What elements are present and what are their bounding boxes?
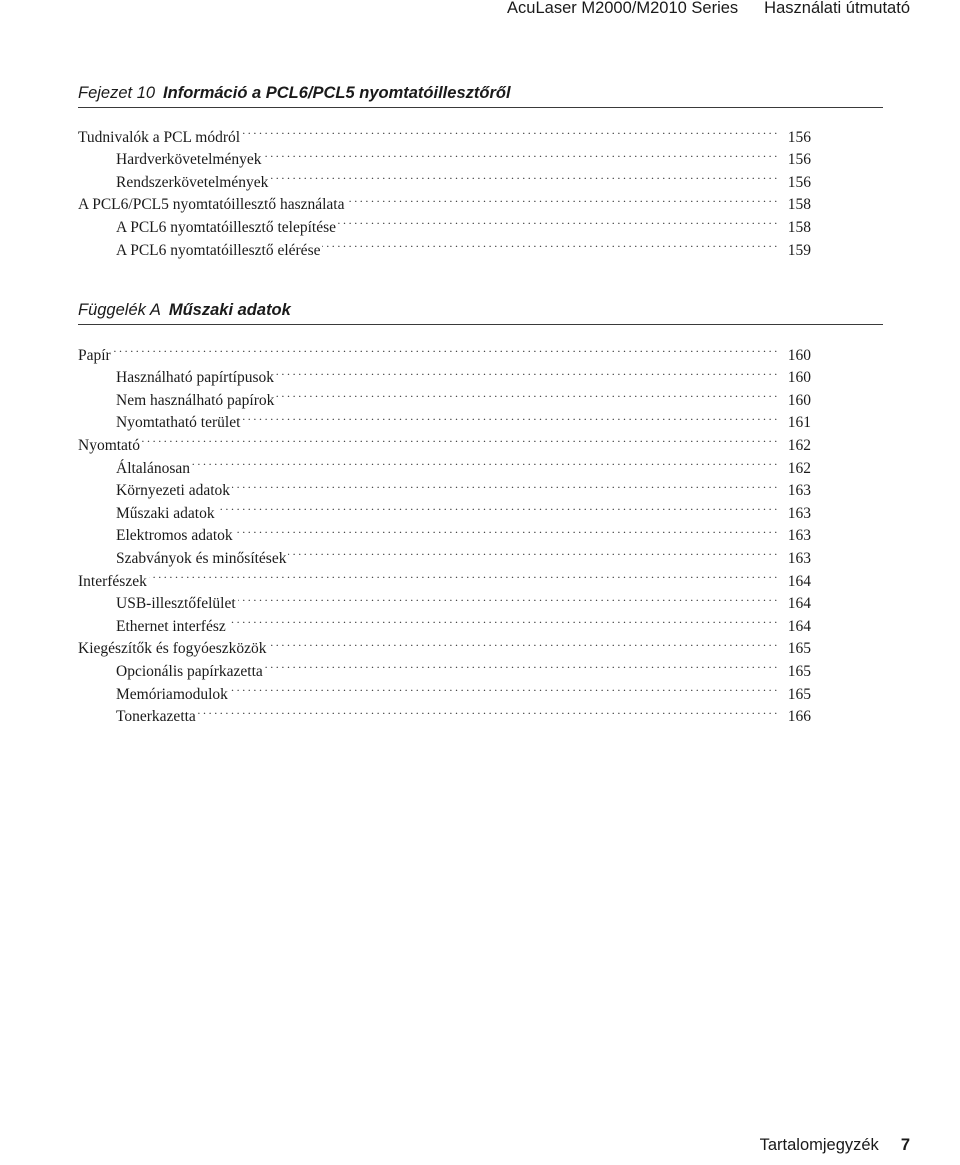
- toc-entry-title: Használható papírtípusok: [116, 369, 274, 387]
- dot-leader: [113, 337, 777, 360]
- toc-entry[interactable]: [78, 119, 811, 146]
- toc-entry-page: 160: [787, 369, 811, 387]
- toc-entry[interactable]: [78, 360, 811, 387]
- toc-entry-page: 158: [787, 196, 811, 214]
- dot-leader: [142, 427, 777, 450]
- appendix-label: Függelék A: [78, 301, 161, 319]
- toc-entry[interactable]: [78, 450, 811, 477]
- footer-section: Tartalomjegyzék: [759, 1136, 879, 1154]
- dot-leader: [192, 450, 777, 473]
- toc-entry[interactable]: [78, 586, 811, 613]
- chapter-heading: [78, 83, 883, 108]
- toc-entry-title: Nyomtatható terület: [116, 414, 241, 432]
- toc-entry-title: Általánosan: [116, 459, 191, 477]
- toc-entry-title: Nem használható papírok: [116, 391, 275, 409]
- dot-leader: [230, 676, 777, 699]
- toc-entry-title: Interfészek: [78, 572, 147, 590]
- toc-entry-title: USB-illesztőfelület: [116, 595, 236, 613]
- toc-entry[interactable]: [78, 427, 811, 454]
- page-number: 7: [900, 1136, 910, 1154]
- toc-entry-page: 160: [787, 391, 811, 409]
- dot-leader: [338, 209, 777, 232]
- toc-list: [78, 337, 811, 726]
- toc-entry-title: Elektromos adatok: [116, 527, 233, 545]
- dot-leader: [276, 360, 777, 383]
- chapter-title: Információ a PCL6/PCL5 nyomtatóillesztőről: [163, 84, 511, 102]
- appendix-title: Műszaki adatok: [168, 301, 291, 319]
- toc-entry-title: Memóriamodulok: [116, 685, 228, 703]
- dot-leader: [242, 405, 777, 428]
- toc-entry-page: 158: [787, 218, 811, 236]
- toc-entry-page: 166: [787, 708, 811, 726]
- toc-entry-title: Szabványok és minősítések: [116, 549, 287, 567]
- toc-entry-title: Ethernet interfész: [116, 617, 226, 635]
- toc-entry-title: Tudnivalók a PCL módról: [78, 128, 241, 146]
- dot-leader: [346, 187, 777, 210]
- toc-entry-title: A PCL6 nyomtatóillesztő elérése: [116, 241, 321, 259]
- dot-leader: [238, 586, 777, 609]
- toc-entry-page: 160: [787, 346, 811, 364]
- toc-entry-title: A PCL6/PCL5 nyomtatóillesztő használata: [78, 196, 345, 214]
- chapter-label: Fejezet 10: [78, 84, 156, 102]
- toc-entry-page: 163: [787, 527, 811, 545]
- product-name: AcuLaser M2000/M2010 Series: [507, 0, 739, 17]
- dot-leader: [269, 631, 777, 654]
- toc-entry-title: Környezeti adatok: [116, 482, 231, 500]
- toc-entry[interactable]: [78, 563, 811, 590]
- dot-leader: [263, 142, 777, 165]
- dot-leader: [232, 473, 777, 496]
- toc-entry-page: 164: [787, 617, 811, 635]
- toc-entry-page: 156: [787, 128, 811, 146]
- toc-entry-page: 156: [787, 151, 811, 169]
- dot-leader: [235, 518, 777, 541]
- dot-leader: [228, 608, 777, 631]
- dot-leader: [270, 164, 777, 187]
- toc-entry-title: Kiegészítők és fogyóeszközök: [78, 640, 267, 658]
- dot-leader: [322, 232, 777, 255]
- dot-leader: [198, 699, 777, 722]
- dot-leader: [149, 563, 777, 586]
- dot-leader: [217, 495, 777, 518]
- dot-leader: [276, 382, 777, 405]
- running-header: [507, 0, 910, 16]
- toc-entry-title: Opcionális papírkazetta: [116, 662, 263, 680]
- toc-entry-page: 162: [787, 459, 811, 477]
- toc-entry-title: Hardverkövetelmények: [116, 151, 262, 169]
- dot-leader: [288, 540, 777, 563]
- toc-entry-title: Rendszerkövetelmények: [116, 173, 269, 191]
- toc-entry-page: 163: [787, 504, 811, 522]
- toc-entry-page: 156: [787, 173, 811, 191]
- page-footer: [760, 1136, 910, 1155]
- toc-entry-page: 159: [787, 241, 811, 259]
- toc-entry-page: 165: [787, 662, 811, 680]
- toc-entry-title: A PCL6 nyomtatóillesztő telepítése: [116, 218, 336, 236]
- appendix-heading: [78, 300, 883, 325]
- toc-entry-page: 165: [787, 640, 811, 658]
- toc-entry-page: 165: [787, 685, 811, 703]
- toc-entry-page: 162: [787, 436, 811, 454]
- toc-entry-title: Papír: [78, 346, 111, 364]
- toc-list: [78, 119, 811, 259]
- toc-entry-title: Műszaki adatok: [116, 504, 215, 522]
- toc-entry-page: 164: [787, 595, 811, 613]
- dot-leader: [265, 653, 777, 676]
- toc-entry-page: 163: [787, 482, 811, 500]
- toc-entry-title: Tonerkazetta: [116, 708, 196, 726]
- toc-entry-title: Nyomtató: [78, 436, 140, 454]
- toc-entry[interactable]: [78, 337, 811, 364]
- guide-title: Használati útmutató: [764, 0, 910, 17]
- toc-entry-page: 164: [787, 572, 811, 590]
- toc-entry-page: 161: [787, 414, 811, 432]
- toc-entry-page: 163: [787, 549, 811, 567]
- dot-leader: [242, 119, 777, 142]
